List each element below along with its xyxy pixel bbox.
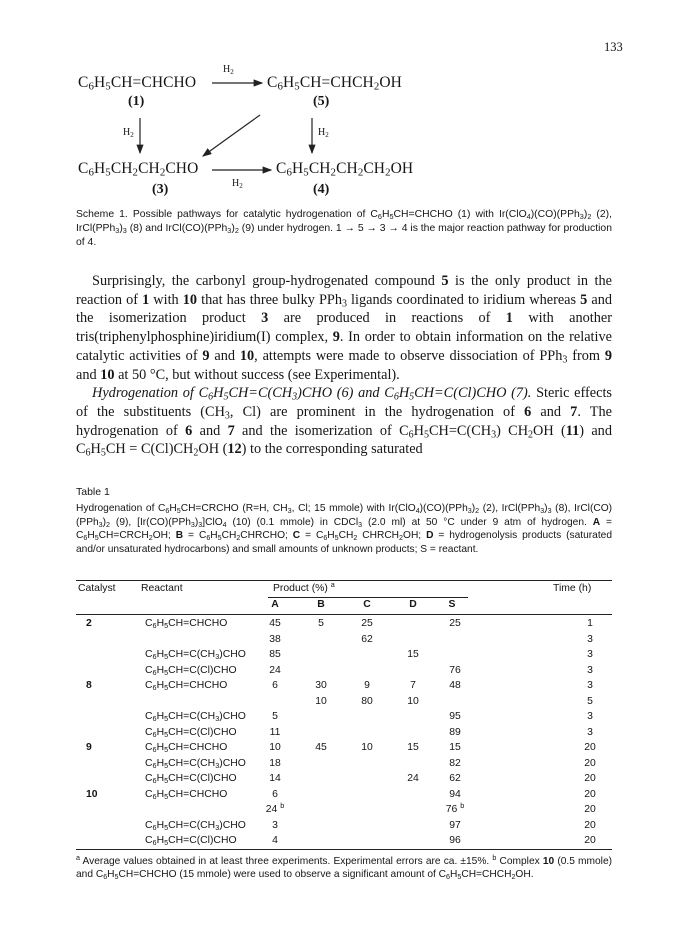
table-cell-a: 85	[269, 649, 281, 660]
table-cell-c: 80	[361, 695, 373, 707]
paragraph-2: Hydrogenation of $C_6H_5CH=C(CH_3)CHO$ (6) and $C_6H_5CH=C(Cl)CHO$ (7). Steric effects of the substituents ($CH_3$, Cl) are prominent in the hydrogenation of 6 and 7. The hydrogenation of 6 and 7 and the isomerization of $C_6H_5CH=C(CH_3)$ $CH_2OH$ (11) and $C_6H_5CH = C(Cl)CH_2OH$ (12) to the corresponding saturated	[76, 385, 612, 459]
table-cell-cat: 10	[86, 788, 98, 800]
table-cell-react: $C_6H_5CH=CHCHO$	[145, 742, 228, 754]
table-cell-react: $C_6H_5CH=C(Cl)CHO$	[145, 835, 237, 847]
table-cell-react: $C_6H_5CH=CHCHO$	[145, 618, 228, 630]
table-cell-c: 62	[361, 633, 373, 645]
table-cell-t: 3	[587, 664, 593, 676]
table-cell-t: 20	[584, 835, 596, 846]
table-cell-a: 38	[269, 633, 281, 645]
table-cell-b: 5	[318, 618, 324, 629]
table-cell-b: 30	[315, 680, 327, 691]
table-cell-react: $C_6H_5CH=C(CH_3)CHO$	[145, 757, 246, 770]
table-cell-t: 3	[587, 680, 593, 691]
table-cell-react: $C_6H_5CH=C(CH_3)CHO$	[145, 649, 246, 661]
compound-3-number: (3)	[152, 182, 169, 197]
table-cell-t: 3	[587, 649, 593, 660]
header-reactant: Reactant	[141, 583, 183, 594]
h2-label-left: $H_2$	[123, 127, 134, 139]
table-cell-react: $C_6H_5CH=CHCHO$	[145, 788, 228, 801]
table-cell-a: 6	[272, 788, 278, 800]
table-cell-d: 15	[407, 742, 419, 753]
table-cell-a: 18	[269, 757, 281, 769]
table-cell-t: 3	[587, 711, 593, 722]
table-cell-react: $C_6H_5CH=CHCHO$	[145, 680, 228, 692]
header-col-b: B	[317, 599, 325, 610]
table-cell-a: 6	[272, 680, 278, 691]
header-col-s: S	[448, 599, 456, 610]
table-cell-c: 10	[361, 742, 373, 753]
reaction-scheme	[0, 0, 680, 215]
h2-label-top: $H_2$	[223, 64, 234, 76]
body-text	[76, 272, 612, 459]
compound-1-formula: $C_6H_5CH=CHCHO$	[78, 74, 197, 93]
compound-5-number: (5)	[313, 94, 330, 109]
page-number: 133	[604, 40, 623, 54]
table-cell-s: 62	[449, 773, 461, 784]
table-cell-a: 4	[272, 835, 278, 846]
table-cell-react: $C_6H_5CH=C(Cl)CHO$	[145, 726, 237, 739]
table-cell-s: 48	[449, 680, 461, 691]
table-cell-t: 20	[584, 819, 596, 831]
table-cell-c: 25	[361, 618, 373, 629]
table-cell-s: 94	[449, 788, 461, 800]
table-cell-cat: 8	[86, 680, 92, 691]
header-col-a: A	[271, 599, 279, 610]
compound-4-number: (4)	[313, 182, 330, 197]
table-cell-react: $C_6H_5CH=C(CH_3)CHO$	[145, 711, 246, 723]
table-cell-t: 20	[584, 742, 596, 753]
table-cell-s: 89	[449, 726, 461, 738]
table-cell-react: $C_6H_5CH=C(CH_3)CHO$	[145, 819, 246, 832]
table-cell-a: 24	[269, 664, 281, 676]
table-cell-a: 3	[272, 819, 278, 831]
table-cell-t: 20	[584, 773, 596, 784]
table-cell-a: 45	[269, 618, 281, 629]
header-product: Product (%) $^a$	[273, 580, 335, 594]
table-cell-a: 14	[269, 773, 281, 784]
header-time: Time (h)	[553, 583, 592, 594]
paragraph-1: Surprisingly, the carbonyl group-hydrogenated compound 5 is the only product in the reaction of 1 with 10 that has three bulky PPh$_3$ ligands coordinated to iridium whereas 5 and the isomerization product 3 are produced in reactions of 1 with another tris(triphenylphosphine)iridium(I) complex, 9. In order to obtain information on the relative catalytic activities of 9 and 10, attempts were made to observe dissociation of PPh$_3$ from 9 and 10 at 50 °C, but without success (see Experimental).	[76, 273, 613, 383]
table-cell-d: 24	[407, 773, 419, 784]
table-cell-s: 15	[449, 742, 461, 753]
table-cell-react: $C_6H_5CH=C(Cl)CHO$	[145, 664, 237, 677]
table-cell-s: 97	[449, 819, 461, 831]
h2-label-right: $H_2$	[318, 127, 329, 139]
arrow-5-to-3	[203, 115, 260, 156]
table-cell-t: 20	[584, 788, 596, 800]
table-cell-s: 76 $^b$	[445, 801, 465, 815]
table-cell-a: 10	[269, 742, 281, 753]
header-col-c: C	[363, 599, 371, 610]
table-bottom-rule	[76, 849, 612, 850]
table-cell-react: $C_6H_5CH=C(Cl)CHO$	[145, 773, 237, 785]
h2-label-bottom: $H_2$	[232, 178, 243, 190]
table-cell-a: 11	[269, 726, 281, 738]
table-cell-b: 45	[315, 742, 327, 753]
table-caption: Hydrogenation of $C_6H_5CH=CRCHO$ (R=H, $CH_3$, Cl; 15 mmole) with $Ir(ClO_4)(CO)(PPh_3)_2$ (2), $IrCl(PPh_3)_3$ (8), $IrCl(CO)(PPh_3)_2$ (9), $[Ir(CO)(PPh_3)_3]ClO_4$ (10) (0.1 mmole) in CDCl$_3$ (2.0 ml) at 50 °C under 9 atm of hydrogen. $A = C_6H_5CH=CRCH_2OH$; $B = C_6H_5CH_2CHRCHO$; $C = C_6H_5CH_2$ $CHRCH_2OH$; D = hydrogenolysis products (saturated and/or unsaturated hydrocarbons) and small amounts of unknown products; S = reactant.	[76, 503, 613, 555]
table-cell-a: 5	[272, 711, 278, 722]
table-cell-s: 96	[449, 835, 461, 846]
table-cell-a: 24 $^b$	[265, 801, 285, 815]
table-footnote: $^a$ Average values obtained in at least three experiments. Experimental errors are ca. ±15%. $^b$ Complex 10 (0.5 mmole) and $C_6H_5CH=CHCHO$ (15 mmole) were used to observe a significant amount of $C_6H_5CH=CHCH_2OH$.	[76, 854, 613, 882]
compound-1-number: (1)	[128, 94, 145, 109]
table-cell-t: 1	[587, 618, 593, 629]
table-cell-t: 3	[587, 633, 593, 645]
table-cell-t: 5	[587, 695, 593, 707]
compound-3-formula: $C_6H_5CH_2CH_2CHO$	[78, 160, 199, 179]
table-header-rule	[76, 614, 612, 615]
compound-5-formula: $C_6H_5CH=CHCH_2OH$	[267, 74, 402, 93]
table-cell-b: 10	[315, 695, 327, 707]
table-cell-cat: 9	[86, 742, 92, 753]
scheme-arrows	[0, 0, 680, 215]
compound-4-formula: $C_6H_5CH_2CH_2CH_2OH$	[276, 160, 414, 179]
scheme-caption: Scheme 1. Possible pathways for catalytic hydrogenation of $C_6H_5CH=CHCHO$ (1) with $Ir(ClO_4)(CO)(PPh_3)_2$ (2), $IrCl(PPh_3)_3$ (8) and $IrCl(CO)(PPh_3)_2$ (9) under hydrogen. 1 → 5 → 3 → 4 is the major reaction pathway for production of 4.	[76, 209, 612, 248]
table-cell-d: 7	[410, 680, 416, 691]
table-cell-s: 25	[449, 618, 461, 629]
table-cell-cat: 2	[86, 618, 92, 629]
table-cell-d: 15	[407, 649, 419, 660]
table-cell-c: 9	[364, 680, 370, 691]
header-catalyst: Catalyst	[78, 583, 116, 594]
table-cell-s: 95	[449, 711, 461, 722]
table-label: Table 1	[76, 486, 110, 498]
product-subheader-rule	[268, 597, 468, 598]
header-col-d: D	[409, 599, 417, 610]
table-top-rule	[76, 580, 612, 581]
table-cell-t: 20	[584, 757, 596, 769]
table-cell-s: 76	[449, 664, 461, 676]
table-cell-d: 10	[407, 695, 419, 707]
table-cell-t: 3	[587, 726, 593, 738]
table-cell-s: 82	[449, 757, 461, 769]
table-cell-t: 20	[584, 804, 596, 815]
